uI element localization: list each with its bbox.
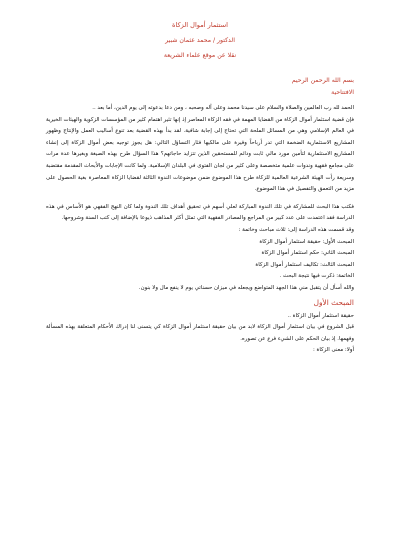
paragraph-introduction: فإن قضية استثمار أموال الزكاة من القضايا المهمة في فقه الزكاة المعاصر إذ إنها تثير اهتمام كثير من المؤسسات الزكوية والهيئات الخيرية في العالم الإسلامي وهي من المسائل الملحة التي تحتاج إلى إجابة شافية. لقد بدأ بهذه القضية بعد تنوع أساليب العمل والإنتاج وظهور المشاريع الاستثمارية الضخمة التي تدر أرباحاً وفيرة على مالكيها فثار التساؤل التالي: هل يجوز توجيه بعض أموال الزكاة إلى إنشاء المشاريع الاستثمارية لتأمين مورد مالي ثابت ودائم للمستحقين الذين تتزايد حاجاتهم؟ هذا السؤال طرح بهذه الصيغة وبغيرها عدة مرات على مجامع فقهية وندوات علمية متخصصة وعلى كثير من لجان الفتوى في البلدان الإسلامية. ولما كانت الإجابات والأبحاث المقدمة مقتضبة وسريعة رأت الهيئة الشرعية العالمية للزكاة طرح هذا الموضوع ضمن موضوعات الندوة الثالثة لقضايا الزكاة المعاصرة بغية الحصول على مزيد من التعمق والتفصيل في هذا الموضوع. bbox=[46, 116, 354, 193]
basmala: بسم الله الرحمن الرحيم bbox=[291, 77, 354, 84]
author-line: الدكتور / محمد عثمان شبير bbox=[165, 37, 235, 44]
section-item-a: أولا: معنى الزكاة : bbox=[312, 347, 354, 354]
plan-intro: وقد قسمت هذه الدراسة إلى: ثلاث مباحث وخاتمة : bbox=[238, 226, 354, 233]
section-paragraph: قبل الشروع في بيان استثمار أموال الزكاة لابد من بيان حقيقة استثمار أموال الزكاة كي يتسنى لنا إدراك الأحكام المتعلقة بهذه المسألة وفهمها. إذ بيان الحكم على الشيء فرع عن تصوره. bbox=[46, 324, 354, 342]
plan-item-2: المبحث الثاني: حكم استثمار أموال الزكاة bbox=[261, 250, 354, 257]
closing-prayer: والله أسأل أن يتقبل مني هذا الجهد المتواضع ويجعله في ميزان حسناتي يوم لا ينفع مال ولا بنون. bbox=[138, 284, 354, 291]
paragraph-praise: الحمد لله رب العالمين والصلاة والسلام على سيدنا محمد وعلى آله وصحبه ، ومن دعا بدعوته إلى يوم الدين، أما بعد .. bbox=[92, 105, 354, 111]
document-header bbox=[46, 18, 354, 63]
section-subtitle: حقيقة استثمار أموال الزكاة .. bbox=[287, 312, 354, 319]
section-heading: المبحث الأول bbox=[313, 297, 354, 307]
plan-item-1: المبحث الأول: حقيقة استثمار أموال الزكاة bbox=[259, 238, 354, 245]
plan-item-3: المبحث الثالث: تكاليف استثمار أموال الزكاة bbox=[255, 261, 354, 268]
opening-label: الافتتاحية bbox=[331, 89, 354, 96]
document-title: استثمار أموال الزكاة bbox=[171, 21, 228, 29]
plan-item-conclusion: الخاتمة: ذكرت فيها نتيجة البحث . bbox=[279, 273, 354, 280]
paragraph-purpose: فكتب هذا البحث للمشاركة في تلك الندوة المباركة لعلي أسهم في تحقيق أهداف تلك الندوة ولما كان النهج الفقهي هو الأساس في هذه الدراسة فقد اعتمدت على عدد كبير من المراجع والمصادر الفقهية التي تمثل أكثر المذاهب ذيوعا بالإضافة إلى كتب السنة وشروحها. bbox=[46, 203, 354, 222]
source-line: نقلا عن موقع علماء الشريعة bbox=[163, 52, 237, 59]
